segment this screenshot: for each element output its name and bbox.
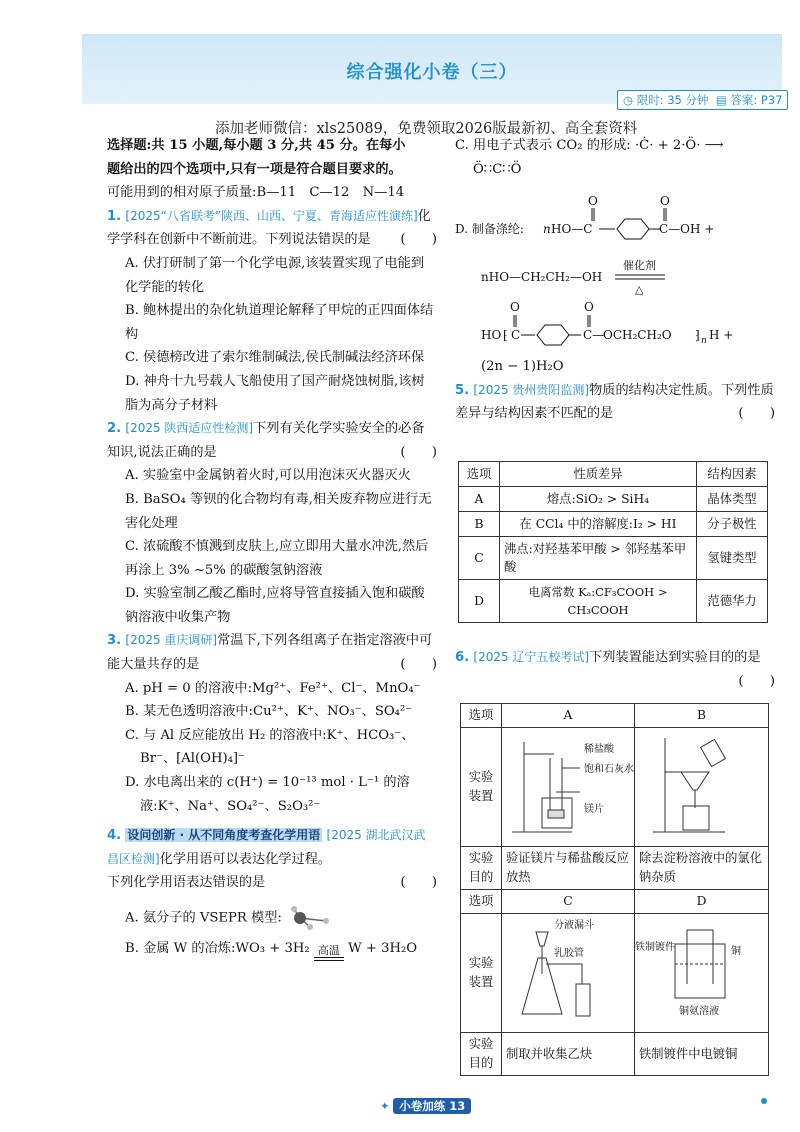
table-cell: 铁制镀件中电镀铜 <box>635 1033 769 1076</box>
apparatus-d <box>635 914 769 1033</box>
table-header-row <box>461 704 769 728</box>
label-copper-ammonia: 铜氨溶液 <box>679 1006 719 1017</box>
q4-option-d-label: D. 制备涤纶: <box>455 222 524 237</box>
apparatus-d-diagram <box>635 914 765 1026</box>
apparatus-c-diagram <box>502 914 632 1026</box>
q2-option-a: A. 实验室中金属钠着火时,可以用泡沫灭火器灭火 <box>125 468 411 484</box>
svg-text:n: n <box>701 336 707 347</box>
q5-answer-paren: ( ) <box>738 406 775 422</box>
electron-dot-formation: ·Ċ· + 2·Ö· ⟶ <box>634 138 724 153</box>
polymer-end-h: H + <box>709 328 734 343</box>
q2-number: 2. <box>107 421 122 437</box>
atomic-masses: 可能用到的相对原子质量:B—11 C—12 N—14 <box>107 185 405 201</box>
label-limewater: 饱和石灰水 <box>584 764 634 775</box>
q4-option-a-text: A. 氨分子的 VSEPR 模型: <box>125 910 282 926</box>
q3-option-d-line1: D. 水电离出来的 c(H⁺) = 10⁻¹³ mol · L⁻¹ 的溶 <box>125 775 410 791</box>
table-cell: 电离常数 Kₐ:CF₃COOH > CH₃COOH <box>500 580 697 623</box>
page-footer <box>380 1098 471 1114</box>
q5-stem: 物质的结构决定性质。下列性质差异与结构因素不匹配的是 <box>455 382 774 422</box>
table-header: 结构因素 <box>697 462 768 487</box>
question-3 <box>107 629 437 818</box>
watermark-text: 添加老师微信：xls25089，免费领取2026版最新初、高全套资料 <box>215 121 638 137</box>
table-cell: 范德华力 <box>697 580 768 623</box>
q3-answer-paren: ( ) <box>400 657 437 673</box>
q2-stem: 下列有关化学实验安全的必备知识,说法正确的是 <box>107 421 425 460</box>
q1-source: [2025“八省联考”陕西、山西、宁夏、青海适应性演练] <box>125 208 418 223</box>
svg-text:HO—C: HO—C <box>551 222 593 237</box>
heat-label: △ <box>635 283 644 297</box>
table-cell: 制取并收集乙炔 <box>502 1033 635 1076</box>
question-5 <box>455 379 775 426</box>
logo-icon: ✦ <box>380 1099 390 1113</box>
q5-number: 5. <box>455 382 470 398</box>
label-hydrochloric-acid: 稀盐酸 <box>584 744 614 755</box>
q6-stem: 下列装置能达到实验目的的是 <box>589 650 761 665</box>
q4-highlight-tag: 设问创新 · 从不同角度考查化学用语 <box>127 828 321 843</box>
q4-stem-2: 下列化学用语表达错误的是 <box>107 875 266 891</box>
svg-text:C—OH +: C—OH + <box>659 222 715 237</box>
q3-option-d-line2: 液:K⁺、Na⁺、SO₄²⁻、S₂O₃²⁻ <box>140 798 321 814</box>
q6-number: 6. <box>455 650 470 665</box>
table-cell: 沸点:对羟基苯甲酸 > 邻羟基苯甲酸 <box>500 537 697 580</box>
q4-number: 4. <box>107 828 122 844</box>
q2-option-b: B. BaSO₄ 等钡的化合物均有毒,相关废弃物应进行无害化处理 <box>125 491 432 531</box>
table-row <box>459 537 768 580</box>
svg-text:C—: C— <box>583 328 605 343</box>
table-cell: B <box>459 512 500 537</box>
q5-table <box>458 461 768 623</box>
label-magnesium: 镁片 <box>584 804 604 815</box>
table-cell: 实验装置 <box>461 728 502 847</box>
polymer-chain-end: OCH₂CH₂O <box>603 328 672 343</box>
q4-option-b-left: B. 金属 W 的冶炼:WO₃ + 3H₂ <box>125 941 310 956</box>
apparatus-a-diagram <box>502 728 632 840</box>
table-cell: 实验装置 <box>461 914 502 1033</box>
q2-answer-paren: ( ) <box>400 444 437 460</box>
left-column <box>107 134 437 961</box>
q4-option-a <box>107 905 437 931</box>
intro-line-2: 题给出的四个选项中,只有一项是符合题目要求的。 <box>107 161 402 177</box>
svg-text:O: O <box>588 194 598 209</box>
question-4 <box>107 824 437 960</box>
glycol-formula: nHO—CH₂CH₂—OH <box>481 270 603 285</box>
question-6 <box>455 646 775 693</box>
condition-high-temp: 高温 <box>317 943 340 957</box>
label-copper: 铜 <box>731 946 741 957</box>
svg-text:O: O <box>584 300 594 315</box>
table-cell: 在 CCl₄ 中的溶解度:I₂ > HI <box>500 512 697 537</box>
label-separatory-funnel: 分液漏斗 <box>554 920 594 931</box>
table-cell: 分子极性 <box>697 512 768 537</box>
svg-text:⁆: ⁆ <box>695 328 700 343</box>
table-header: 选项 <box>459 462 500 487</box>
q6-answer-paren: ( ) <box>738 673 775 689</box>
q4-option-b <box>107 937 437 961</box>
svg-text:O: O <box>660 194 670 209</box>
vsepr-model-icon <box>286 905 338 931</box>
q1-stem: 化学学科在创新中不断前进。下列说法错误的是 <box>107 208 431 248</box>
q3-number: 3. <box>107 633 122 649</box>
terephthalic-structures <box>455 181 775 355</box>
q4-option-b-right: W + 3H₂O <box>348 941 418 956</box>
svg-text:O: O <box>510 300 520 315</box>
q3-option-a: A. pH = 0 的溶液中:Mg²⁺、Fe²⁺、Cl⁻、MnO₄⁻ <box>125 680 421 696</box>
q3-option-c-line2: Br⁻、[Al(OH)₄]⁻ <box>140 751 246 767</box>
intro-line-1: 选择题:共 15 小题,每小题 3 分,共 45 分。在每小 <box>107 138 406 153</box>
q2-source: [2025 陕西适应性检测] <box>125 421 254 436</box>
answer-page: 答案: P37 <box>730 93 783 107</box>
catalyst-label: 催化剂 <box>623 259 656 273</box>
table-header: 选项 <box>461 704 502 728</box>
q2-option-d: D. 实验室制乙酸乙酯时,应将导管直接插入饱和碳酸钠溶液中收集产物 <box>125 586 425 625</box>
label-rubber-tube: 乳胶管 <box>554 948 584 959</box>
q4-answer-paren: ( ) <box>400 875 437 891</box>
question-1 <box>107 205 437 417</box>
right-column <box>455 134 775 426</box>
table-header: C <box>502 890 635 914</box>
table-header: 性质差异 <box>500 462 697 487</box>
q1-answer-paren: ( ) <box>400 232 437 248</box>
table-row <box>459 487 768 512</box>
q3-stem: 常温下,下列各组离子在指定溶液中可能大量共存的是 <box>107 633 433 673</box>
apparatus-b <box>635 728 769 847</box>
footer-label: 小卷加练 13 <box>393 1098 471 1114</box>
table-header-row <box>459 462 768 487</box>
q1-option-c: C. 侯德榜改进了索尔维制碱法,侯氏制碱法经济环保 <box>125 350 425 366</box>
table-cell: C <box>459 537 500 580</box>
table-cell: A <box>459 487 500 512</box>
time-limit: 限时: 35 分钟 <box>636 93 709 107</box>
table-cell: D <box>459 580 500 623</box>
co2-electron-dot: Ö∷C∷Ö <box>473 161 522 177</box>
table-row <box>459 512 768 537</box>
table-row <box>461 914 769 1033</box>
q4-option-c-text: C. 用电子式表示 CO₂ 的形成: <box>455 138 631 153</box>
q3-option-c-line1: C. 与 Al 反应能放出 H₂ 的溶液中:K⁺、HCO₃⁻、 <box>125 727 415 743</box>
q4-option-d <box>455 181 775 355</box>
q4-stem-1: 化学用语可以表达化学过程。 <box>159 851 332 867</box>
equals-arrow <box>314 957 344 961</box>
reaction-condition <box>314 945 344 961</box>
q1-option-a: A. 伏打研制了第一个化学电源,该装置实现了电能到化学能的转化 <box>125 255 425 295</box>
page-dot <box>761 1098 767 1104</box>
page-title: 综合强化小卷（三） <box>346 62 518 83</box>
table-header: B <box>635 704 769 728</box>
clock-icon: ◷ <box>623 93 634 107</box>
q3-source: [2025 重庆调研] <box>125 633 218 648</box>
table-cell: 晶体类型 <box>697 487 768 512</box>
water-byproduct: (2n − 1)H₂O <box>481 359 564 375</box>
table-cell: 验证镁片与稀盐酸反应放热 <box>502 847 635 890</box>
q4-source: [2025 湖北武汉武昌区检测] <box>107 828 426 866</box>
time-limit-box <box>617 90 788 110</box>
table-header: A <box>502 704 635 728</box>
q1-number: 1. <box>107 208 122 224</box>
q3-option-b: B. 某无色透明溶液中:Cu²⁺、K⁺、NO₃⁻、SO₄²⁻ <box>125 704 413 720</box>
q4-option-c <box>455 134 775 158</box>
table-cell: 实验目的 <box>461 1033 502 1076</box>
document-icon: ▤ <box>712 93 727 107</box>
question-2 <box>107 417 437 629</box>
coefficient-n: n <box>543 222 551 237</box>
apparatus-a <box>502 728 635 847</box>
table-cell: 熔点:SiO₂ > SiH₄ <box>500 487 697 512</box>
svg-text:C: C <box>511 328 521 343</box>
apparatus-b-diagram <box>635 728 765 840</box>
q2-option-c: C. 浓硫酸不慎溅到皮肤上,应立即用大量水冲洗,然后再涂上 3% ~5% 的碳酸氢钠溶液 <box>125 539 429 578</box>
q6-source: [2025 辽宁五校考试] <box>473 650 590 664</box>
table-row <box>461 728 769 847</box>
table-row <box>461 1033 769 1076</box>
label-iron-plating: 铁制镀件 <box>635 942 675 953</box>
q1-option-b: B. 鲍林提出的杂化轨道理论解释了甲烷的正四面体结构 <box>125 303 434 342</box>
table-header: D <box>635 890 769 914</box>
svg-text:⁅: ⁅ <box>503 328 508 343</box>
q1-option-d: D. 神舟十九号载人飞船使用了国产耐烧蚀树脂,该树脂为高分子材料 <box>125 373 425 413</box>
apparatus-c <box>502 914 635 1033</box>
table-cell: 实验目的 <box>461 847 502 890</box>
q5-source: [2025 贵州贵阳监测] <box>473 382 590 397</box>
table-row <box>461 847 769 890</box>
table-row <box>459 580 768 623</box>
table-header: 选项 <box>461 890 502 914</box>
table-header-row <box>461 890 769 914</box>
svg-text:HO: HO <box>481 328 502 343</box>
q6-table <box>460 703 769 1076</box>
table-cell: 氢键类型 <box>697 537 768 580</box>
table-cell: 除去淀粉溶液中的氯化钠杂质 <box>635 847 769 890</box>
